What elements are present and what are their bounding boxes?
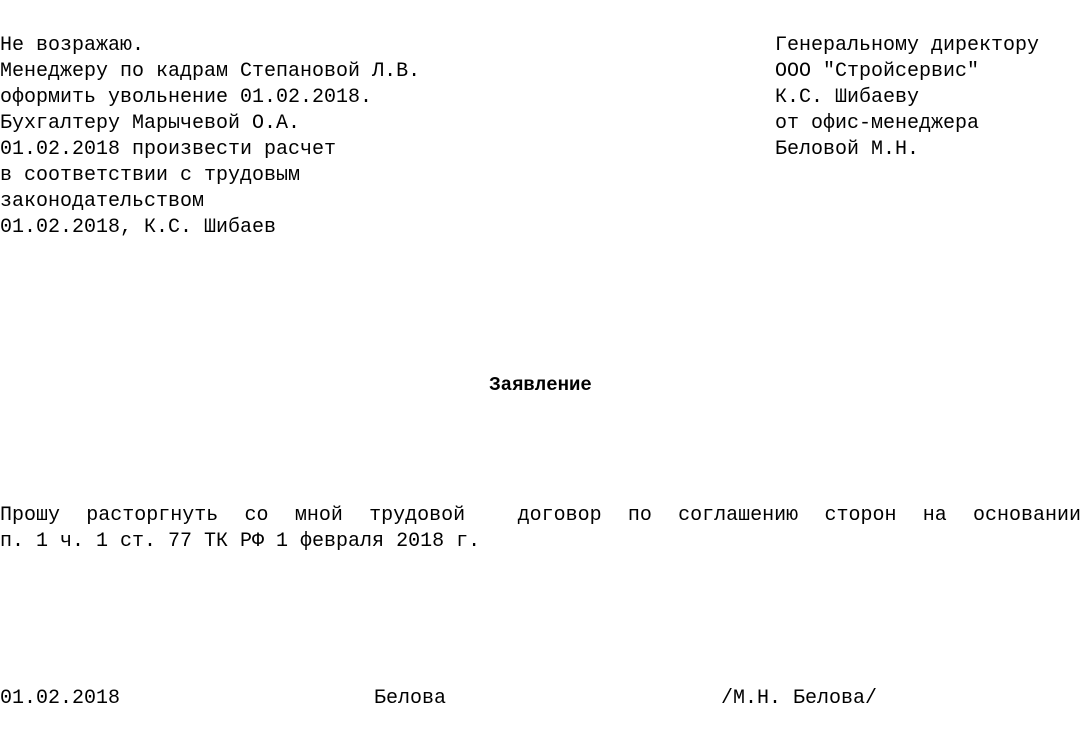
resolution-line: 01.02.2018 произвести расчет: [0, 138, 337, 161]
resolution-line: 01.02.2018, К.С. Шибаев: [0, 216, 277, 239]
addressee-line: К.С. Шибаеву: [775, 86, 920, 109]
footer-date: 01.02.2018: [0, 687, 121, 710]
addressee-line: Генеральному директору: [775, 34, 1040, 57]
resolution-block: [0, 33, 420, 241]
addressee-line: Беловой М.Н.: [775, 138, 920, 161]
body-line: Прошу расторгнуть со мной трудовой договор по соглашению сторон на основании: [0, 504, 1081, 527]
footer-name: /М.Н. Белова/: [721, 687, 878, 710]
resolution-line: Не возражаю.: [0, 34, 145, 57]
addressee-block: [775, 33, 1039, 163]
addressee-line: ООО "Стройсервис": [775, 60, 980, 83]
resolution-line: Менеджеру по кадрам Степановой Л.В.: [0, 60, 421, 83]
addressee-line: от офис-менеджера: [775, 112, 980, 135]
document-title: Заявление: [489, 374, 592, 396]
resolution-line: оформить увольнение 01.02.2018.: [0, 86, 373, 109]
resolution-line: законодательством: [0, 190, 205, 213]
resolution-line: в соответствии с трудовым: [0, 164, 301, 187]
footer-signature: Белова: [374, 687, 447, 710]
resolution-line: Бухгалтеру Марычевой О.А.: [0, 112, 301, 135]
body-line: п. 1 ч. 1 ст. 77 ТК РФ 1 февраля 2018 г.: [0, 530, 481, 553]
application-body: [0, 503, 1081, 555]
